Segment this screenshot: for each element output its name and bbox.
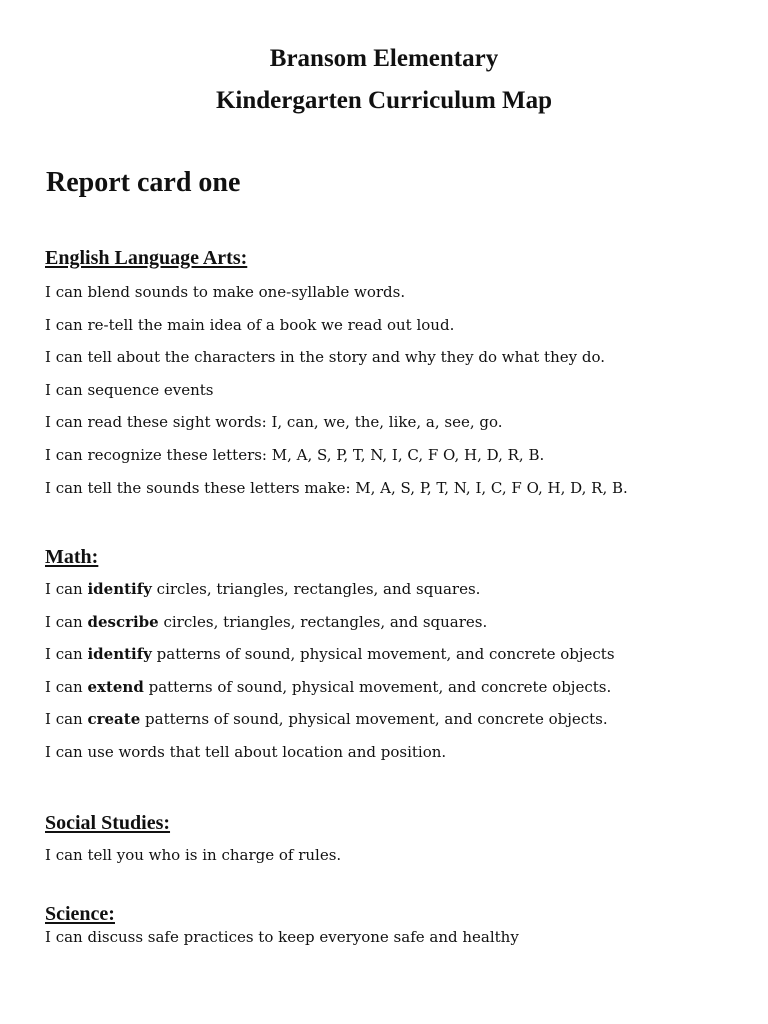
school-name: Bransom Elementary [269,45,499,72]
science-list [45,926,745,948]
ela-item: I can blend sounds to make one-syllable words. [45,283,406,301]
math-item-pre: I can [45,710,88,729]
ela-item: I can tell about the characters in the story and why they do what they do. [45,348,605,367]
math-item [45,736,745,769]
math-list [45,573,745,769]
math-item-keyword: extend [87,677,144,696]
math-item-post: circles, triangles, rectangles, and squares. [158,612,488,631]
ela-item: I can re-tell the main idea of a book we read out loud. [45,315,455,334]
science-item: I can discuss safe practices to keep everyone safe and healthy [45,928,519,946]
math-item-pre: I can [45,645,88,664]
math-section [45,545,745,769]
math-item-pre: I can [45,612,88,631]
math-item-pre: I can [45,677,88,696]
curriculum-map-title: Kindergarten Curriculum Map [215,87,553,114]
ela-section [45,246,745,504]
ela-heading: English Language Arts: [45,247,248,269]
ela-item: I can tell the sounds these letters make: M, A, S, P, T, N, I, C, F O, H, D, R, B. [45,478,628,497]
math-item-keyword: identify [87,645,152,664]
ela-item: I can sequence events [45,380,214,399]
social-studies-heading: Social Studies: [45,812,171,834]
report-card-heading: Report card one [46,167,241,198]
math-item-post: circles, triangles, rectangles, and squares. [151,580,481,598]
math-item [45,606,745,639]
social-studies-section [45,811,745,872]
math-item-post: patterns of sound, physical movement, and concrete objects. [140,710,608,729]
math-item-keyword: identify [87,580,152,598]
math-item [45,671,745,704]
social-studies-list [45,839,745,872]
math-heading: Math: [45,546,99,568]
math-item-pre: I can [45,580,88,598]
math-item [45,703,745,736]
math-item-pre: I can use words that tell about location and position. [45,742,447,761]
math-item [45,638,745,671]
ela-item: I can read these sight words: I, can, we, the, like, a, see, go. [45,413,503,432]
social-studies-item: I can tell you who is in charge of rules. [45,846,342,864]
math-item-keyword: describe [87,612,159,631]
math-item-keyword: create [87,710,141,729]
ela-item: I can recognize these letters: M, A, S, P, T, N, I, C, F O, H, D, R, B. [45,445,545,464]
science-heading: Science: [45,903,115,925]
math-item [45,573,745,606]
math-item-post: patterns of sound, physical movement, and concrete objects. [143,677,612,696]
ela-list [45,276,745,504]
science-section [45,902,745,948]
math-item-post: patterns of sound, physical movement, and concrete objects [151,645,615,664]
